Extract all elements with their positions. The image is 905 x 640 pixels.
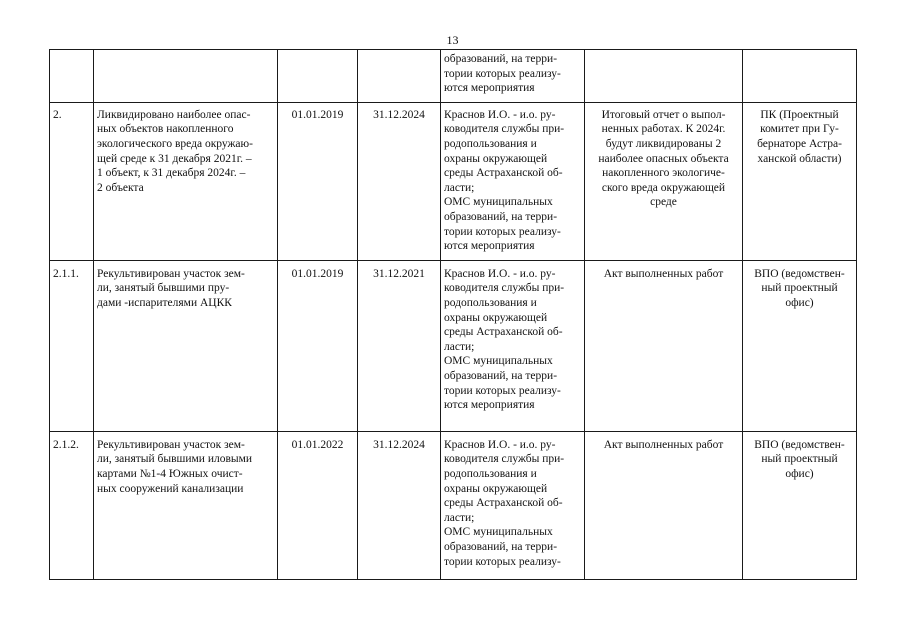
cell-result: Рекультивирован участок зем- ли, занятый бывшими иловыми картами №1-4 Южных очист- ных сооружений канализации [94,431,278,579]
cell-document: Акт выполненных работ [585,431,743,579]
cell-end-date: 31.12.2024 [358,102,441,260]
cell-document: Итоговый отчет о выпол- ненных работах. К 2024г. будут ликвидированы 2 наиболее опасных объекта накопленного экологиче- ского вреда окружающей среде [585,102,743,260]
cell-start-date: 01.01.2019 [278,260,358,431]
table-row-continuation [50,50,857,103]
cell-start-date: 01.01.2019 [278,102,358,260]
cell-control: ПК (Проектный комитет при Гу- бернаторе Астра- ханской области) [743,102,857,260]
cell-result [94,50,278,103]
cell-number [50,50,94,103]
cell-responsible: Краснов И.О. - и.о. ру- ководителя службы при- родопользования и охраны окружающей среды Астраханской об- ласти; ОМС муниципальных образований, на терри- тории которых реализу- ются мероприятия [441,260,585,431]
cell-control [743,50,857,103]
cell-responsible: Краснов И.О. - и.о. ру- ководителя службы при- родопользования и охраны окружающей среды Астраханской об- ласти; ОМС муниципальных образований, на терри- тории которых реализу- [441,431,585,579]
cell-number: 2.1.2. [50,431,94,579]
cell-document [585,50,743,103]
cell-control: ВПО (ведомствен- ный проектный офис) [743,431,857,579]
table-row [50,431,857,579]
cell-result: Рекультивирован участок зем- ли, занятый бывшими пру- дами -испарителями АЦКК [94,260,278,431]
cell-end-date: 31.12.2024 [358,431,441,579]
cell-control: ВПО (ведомствен- ный проектный офис) [743,260,857,431]
cell-number: 2. [50,102,94,260]
project-plan-table [49,49,857,580]
page-number: 13 [446,33,459,47]
cell-result: Ликвидировано наиболее опас- ных объектов накопленного экологического вреда окружаю- щей среде к 31 декабря 2021г. – 1 объект, к 31 декабря 2024г. – 2 объекта [94,102,278,260]
cell-start-date: 01.01.2022 [278,431,358,579]
table-row [50,102,857,260]
cell-end-date [358,50,441,103]
table-row [50,260,857,431]
cell-document: Акт выполненных работ [585,260,743,431]
cell-number: 2.1.1. [50,260,94,431]
cell-responsible: образований, на терри- тории которых реализу- ются мероприятия [441,50,585,103]
cell-start-date [278,50,358,103]
cell-end-date: 31.12.2021 [358,260,441,431]
cell-responsible: Краснов И.О. - и.о. ру- ководителя службы при- родопользования и охраны окружающей среды Астраханской об- ласти; ОМС муниципальных образований, на терри- тории которых реализу- ются мероприятия [441,102,585,260]
